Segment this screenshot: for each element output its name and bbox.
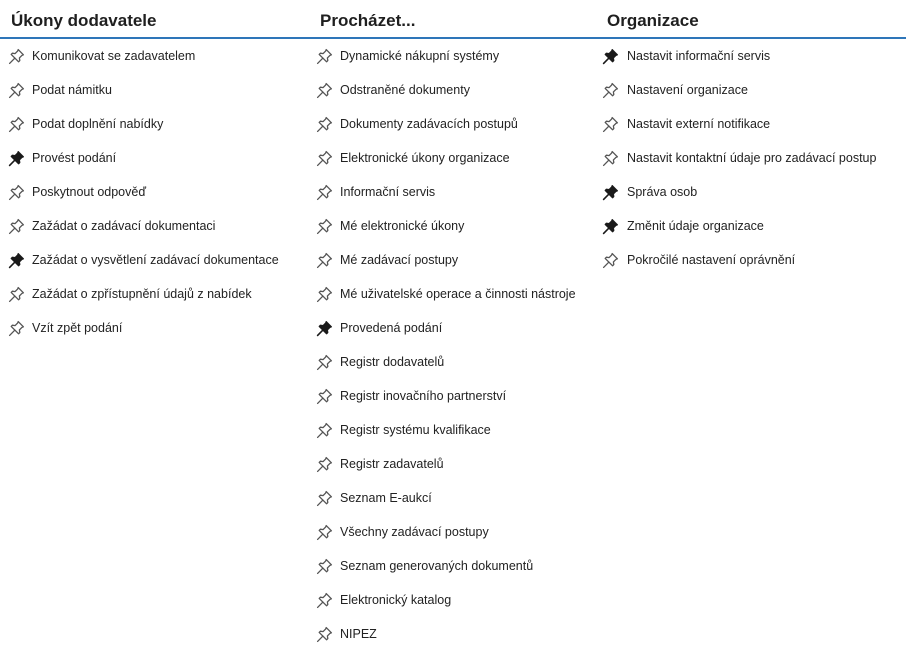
- pin-outline-icon[interactable]: [316, 388, 333, 405]
- menu-item-list: [600, 39, 906, 277]
- pin-outline-icon[interactable]: [316, 422, 333, 439]
- menu-item[interactable]: [310, 515, 600, 549]
- pin-filled-icon[interactable]: [602, 184, 619, 201]
- menu-item[interactable]: [0, 39, 310, 73]
- column-header: [600, 0, 906, 39]
- pin-outline-icon[interactable]: [602, 252, 619, 269]
- pin-outline-icon[interactable]: [316, 558, 333, 575]
- column-prochazet: [310, 0, 600, 651]
- pin-outline-icon[interactable]: [602, 116, 619, 133]
- menu-item[interactable]: [310, 311, 600, 345]
- menu-item[interactable]: [0, 107, 310, 141]
- menu-item-label[interactable]: Provést podání: [32, 151, 117, 165]
- pin-outline-icon[interactable]: [316, 82, 333, 99]
- pin-outline-icon[interactable]: [8, 320, 25, 337]
- menu-item-label[interactable]: Dokumenty zadávacích postupů: [340, 117, 518, 131]
- menu-item-label[interactable]: Poskytnout odpověď: [32, 185, 147, 199]
- menu-item[interactable]: [310, 549, 600, 583]
- menu-item-label[interactable]: Pokročilé nastavení oprávnění: [627, 253, 796, 267]
- menu-item[interactable]: [310, 243, 600, 277]
- pin-filled-icon[interactable]: [8, 252, 25, 269]
- menu-item-list: [0, 39, 310, 345]
- menu-item-label[interactable]: Elektronické úkony organizace: [340, 151, 510, 165]
- menu-item-label[interactable]: Odstraněné dokumenty: [340, 83, 470, 97]
- column-organizace: [600, 0, 906, 277]
- menu-item-label[interactable]: Registr systému kvalifikace: [340, 423, 491, 437]
- menu-item-label[interactable]: Dynamické nákupní systémy: [340, 49, 500, 63]
- menu-item-label[interactable]: Vzít zpět podání: [32, 321, 123, 335]
- column-title: Organizace: [607, 11, 699, 30]
- menu-item[interactable]: [310, 73, 600, 107]
- menu-item-label[interactable]: Nastavit kontaktní údaje pro zadávací postup: [627, 151, 877, 165]
- column-title: Procházet...: [320, 11, 416, 30]
- menu-item-label[interactable]: Zažádat o vysvětlení zadávací dokumentace: [32, 253, 279, 267]
- menu-item[interactable]: [310, 39, 600, 73]
- menu-item-list: [310, 39, 600, 651]
- menu-item-label[interactable]: Mé zadávací postupy: [340, 253, 459, 267]
- pin-outline-icon[interactable]: [602, 82, 619, 99]
- pin-outline-icon[interactable]: [316, 184, 333, 201]
- menu-item-label[interactable]: Registr inovačního partnerství: [340, 389, 507, 403]
- pin-outline-icon[interactable]: [602, 150, 619, 167]
- menu-item-label[interactable]: NIPEZ: [340, 627, 377, 641]
- column-header: [310, 0, 600, 39]
- menu-item-label[interactable]: Správa osob: [627, 185, 698, 199]
- menu-item[interactable]: [310, 209, 600, 243]
- menu-item-label[interactable]: Podat doplnění nabídky: [32, 117, 164, 131]
- menu-item-label[interactable]: Seznam E-aukcí: [340, 491, 432, 505]
- menu-item-label[interactable]: Nastavit externí notifikace: [627, 117, 771, 131]
- pin-outline-icon[interactable]: [316, 252, 333, 269]
- pin-outline-icon[interactable]: [316, 592, 333, 609]
- pin-outline-icon[interactable]: [8, 116, 25, 133]
- menu-item[interactable]: [0, 73, 310, 107]
- pin-outline-icon[interactable]: [316, 286, 333, 303]
- menu-item[interactable]: [0, 311, 310, 345]
- menu-item[interactable]: [310, 481, 600, 515]
- menu-item[interactable]: [0, 141, 310, 175]
- menu-item[interactable]: [310, 447, 600, 481]
- menu-item[interactable]: [310, 583, 600, 617]
- column-header: [0, 0, 310, 39]
- menu-item[interactable]: [600, 73, 906, 107]
- pin-outline-icon[interactable]: [8, 218, 25, 235]
- column-ukony-dodavatele: [0, 0, 310, 345]
- pin-outline-icon[interactable]: [316, 456, 333, 473]
- pin-filled-icon[interactable]: [602, 48, 619, 65]
- pin-filled-icon[interactable]: [8, 150, 25, 167]
- pin-outline-icon[interactable]: [316, 48, 333, 65]
- menu-item[interactable]: [310, 141, 600, 175]
- menu-item-label[interactable]: Zažádat o zpřístupnění údajů z nabídek: [32, 287, 252, 301]
- pin-outline-icon[interactable]: [8, 82, 25, 99]
- menu-item[interactable]: [310, 379, 600, 413]
- column-title: Úkony dodavatele: [11, 11, 157, 30]
- pin-outline-icon[interactable]: [8, 48, 25, 65]
- menu-item-label[interactable]: Registr dodavatelů: [340, 355, 445, 369]
- menu-item[interactable]: [600, 209, 906, 243]
- pin-filled-icon[interactable]: [602, 218, 619, 235]
- pin-outline-icon[interactable]: [8, 184, 25, 201]
- menu-item-label[interactable]: Komunikovat se zadavatelem: [32, 49, 196, 63]
- menu-item[interactable]: [600, 107, 906, 141]
- menu-item-label[interactable]: Nastavit informační servis: [627, 49, 771, 63]
- menu-item-label[interactable]: Podat námitku: [32, 83, 112, 97]
- menu-item-label[interactable]: Informační servis: [340, 185, 436, 199]
- menu-item[interactable]: [600, 175, 906, 209]
- menu-item[interactable]: [0, 175, 310, 209]
- menu-item-label[interactable]: Elektronický katalog: [340, 593, 452, 607]
- menu-item[interactable]: [310, 175, 600, 209]
- pin-outline-icon[interactable]: [316, 524, 333, 541]
- menu-item-label[interactable]: Registr zadavatelů: [340, 457, 444, 471]
- menu-item-label[interactable]: Změnit údaje organizace: [627, 219, 764, 233]
- menu-item-label[interactable]: Mé elektronické úkony: [340, 219, 465, 233]
- pin-outline-icon[interactable]: [316, 490, 333, 507]
- menu-item-label[interactable]: Seznam generovaných dokumentů: [340, 559, 534, 573]
- pin-filled-icon[interactable]: [316, 320, 333, 337]
- menu-item[interactable]: [0, 209, 310, 243]
- menu-item[interactable]: [310, 617, 600, 651]
- menu-item-label[interactable]: Zažádat o zadávací dokumentaci: [32, 219, 216, 233]
- menu-item[interactable]: [310, 107, 600, 141]
- pin-outline-icon[interactable]: [8, 286, 25, 303]
- menu-item-label[interactable]: Všechny zadávací postupy: [340, 525, 489, 539]
- menu-item[interactable]: [600, 243, 906, 277]
- pin-outline-icon[interactable]: [316, 150, 333, 167]
- menu-item[interactable]: [310, 413, 600, 447]
- menu-item[interactable]: [600, 39, 906, 73]
- menu-item[interactable]: [0, 243, 310, 277]
- pin-outline-icon[interactable]: [316, 626, 333, 643]
- menu-item-label[interactable]: Provedená podání: [340, 321, 443, 335]
- menu-item-label[interactable]: Mé uživatelské operace a činnosti nástroje: [340, 287, 576, 301]
- pin-outline-icon[interactable]: [316, 116, 333, 133]
- menu-item[interactable]: [0, 277, 310, 311]
- menu-item[interactable]: [310, 345, 600, 379]
- pin-outline-icon[interactable]: [316, 218, 333, 235]
- menu-item-label[interactable]: Nastavení organizace: [627, 83, 748, 97]
- menu-item[interactable]: [600, 141, 906, 175]
- pin-outline-icon[interactable]: [316, 354, 333, 371]
- menu-item[interactable]: [310, 277, 600, 311]
